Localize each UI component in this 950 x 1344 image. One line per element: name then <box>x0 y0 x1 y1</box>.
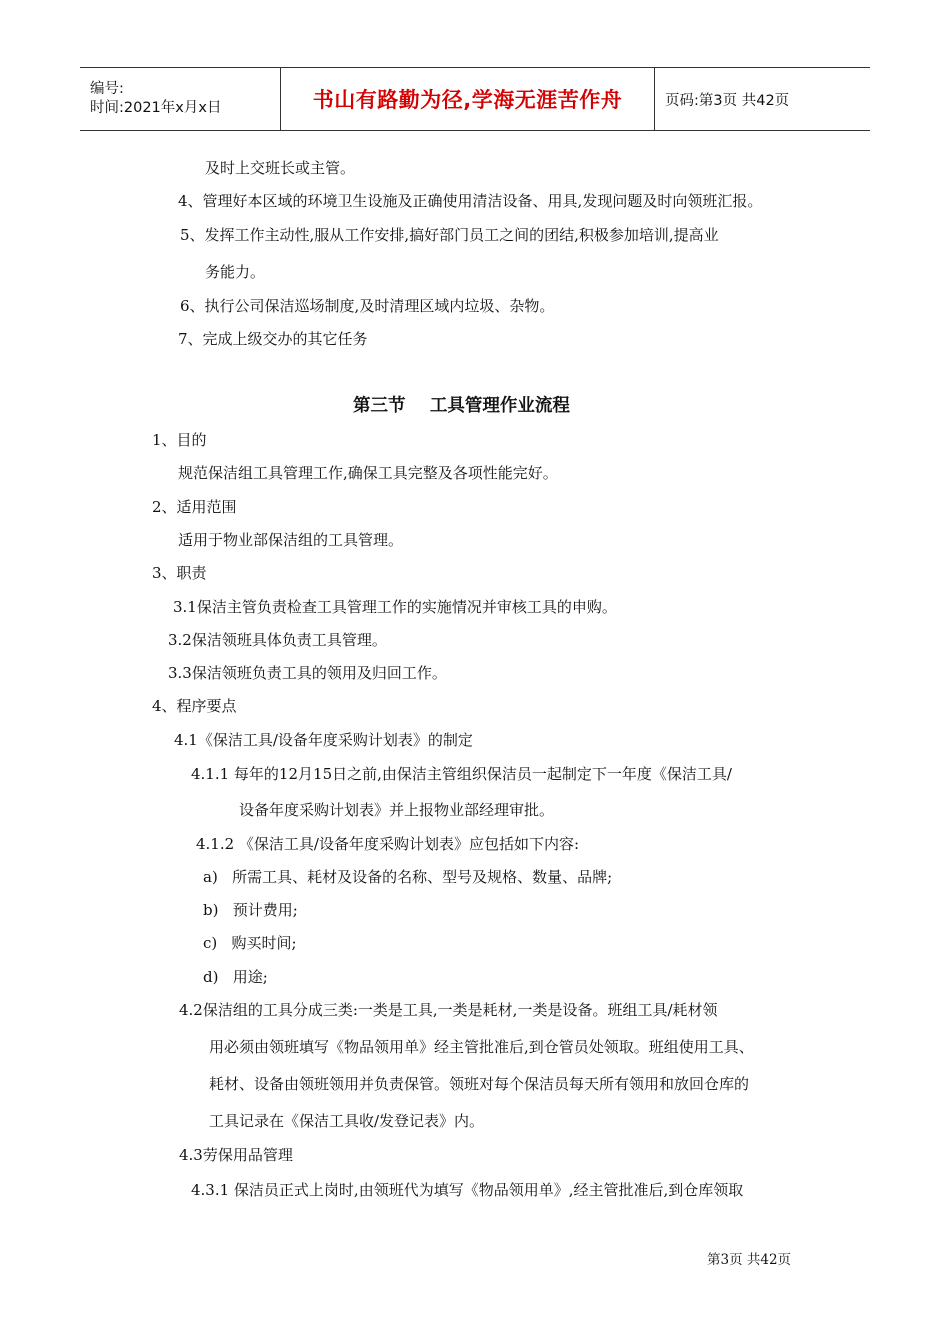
body-line: 3.3保洁领班负责工具的领用及归回工作。 <box>168 664 447 682</box>
body-line: 3.2保洁领班具体负责工具管理。 <box>168 631 387 649</box>
body-line: 4.3.1 保洁员正式上岗时,由领班代为填写《物品领用单》,经主管批准后,到仓库领取 <box>191 1181 744 1199</box>
header-motto-cell <box>281 68 655 130</box>
list-item: c) 购买时间; <box>203 934 297 952</box>
section-title: 第三节 工具管理作业流程 <box>353 396 570 416</box>
body-line: 6、执行公司保洁巡场制度,及时清理区域内垃圾、杂物。 <box>180 297 555 315</box>
body-line: 4.1《保洁工具/设备年度采购计划表》的制定 <box>174 731 473 749</box>
body-line: 及时上交班长或主管。 <box>205 159 356 177</box>
body-line: 5、发挥工作主动性,服从工作安排,搞好部门员工之间的团结,积极参加培训,提高业 <box>180 226 719 244</box>
body-line: 工具记录在《保洁工具收/发登记表》内。 <box>209 1112 485 1130</box>
body-line: 用必须由领班填写《物品领用单》经主管批准后,到仓管员处领取。班组使用工具、 <box>209 1038 754 1056</box>
heading-line: 2、适用范围 <box>152 498 237 516</box>
body-line: 4.2保洁组的工具分成三类:一类是工具,一类是耗材,一类是设备。班组工具/耗材领 <box>179 1001 718 1019</box>
header-left-cell <box>80 68 281 130</box>
number-label: 编号: <box>90 81 124 97</box>
heading-line: 4、程序要点 <box>152 697 237 715</box>
body-line: 适用于物业部保洁组的工具管理。 <box>178 531 404 549</box>
body-line: 务能力。 <box>205 263 266 281</box>
heading-line: 1、目的 <box>152 431 207 449</box>
header-page-cell <box>655 68 870 130</box>
body-line: 设备年度采购计划表》并上报物业部经理审批。 <box>239 801 555 819</box>
page-footer: 第3页 共42页 <box>707 1252 792 1268</box>
body-line: 3.1保洁主管负责检查工具管理工作的实施情况并审核工具的申购。 <box>173 598 617 616</box>
body-line: 4.1.2 《保洁工具/设备年度采购计划表》应包括如下内容: <box>196 835 580 853</box>
page-label: 页码:第3页 共42页 <box>665 92 790 109</box>
body-line: 4.3劳保用品管理 <box>179 1146 293 1164</box>
body-line: 7、完成上级交办的其它任务 <box>178 330 368 348</box>
motto: 书山有路勤为径,学海无涯苦作舟 <box>312 88 623 112</box>
body-line: 规范保洁组工具管理工作,确保工具完整及各项性能完好。 <box>178 464 558 482</box>
list-item: b) 预计费用; <box>203 901 298 919</box>
body-line: 耗材、设备由领班领用并负责保管。领班对每个保洁员每天所有领用和放回仓库的 <box>209 1075 750 1093</box>
list-item: a) 所需工具、耗材及设备的名称、型号及规格、数量、品牌; <box>203 868 613 886</box>
body-line: 4、管理好本区域的环境卫生设施及正确使用清洁设备、用具,发现问题及时向领班汇报。 <box>178 192 763 210</box>
time-label: 时间:2021年x月x日 <box>90 100 222 116</box>
heading-line: 3、职责 <box>152 564 207 582</box>
body-line: 4.1.1 每年的12月15日之前,由保洁主管组织保洁员一起制定下一年度《保洁工具/ <box>191 765 732 783</box>
list-item: d) 用途; <box>203 968 268 986</box>
page-header <box>80 67 870 131</box>
